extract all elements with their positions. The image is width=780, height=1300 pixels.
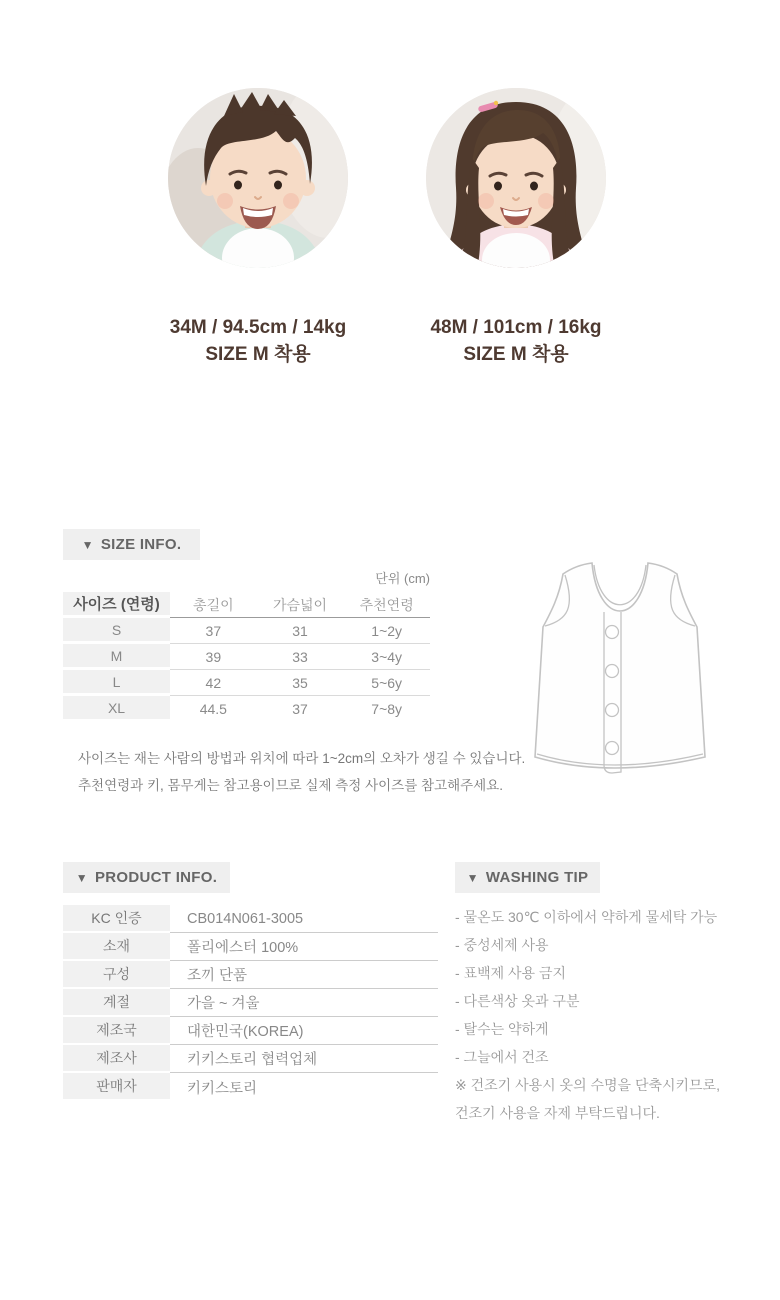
washing-tip-item: - 그늘에서 건조 xyxy=(455,1049,549,1065)
table-row xyxy=(63,1073,438,1101)
size-note-line: 사이즈는 재는 사람의 방법과 위치에 따라 1~2cm의 오차가 생길 수 있습니다. xyxy=(78,751,526,766)
product-row-label: 계절 xyxy=(63,989,170,1017)
unit-label: 단위 (cm) xyxy=(375,571,430,586)
product-row-value: 키키스토리 xyxy=(187,1080,258,1097)
product-row-label: 구성 xyxy=(63,961,170,989)
table-row xyxy=(63,618,430,644)
washing-tip-list xyxy=(455,903,760,1127)
table-row xyxy=(63,989,438,1017)
chest-cell: 31 xyxy=(292,622,308,639)
table-row xyxy=(63,905,438,933)
age-col-header: 추천연령 xyxy=(359,596,414,613)
table-row xyxy=(63,696,430,722)
size-note-line: 추천연령과 키, 몸무게는 참고용이므로 실제 측정 사이즈를 참고해주세요. xyxy=(78,778,503,793)
washing-tip-item: - 중성세제 사용 xyxy=(455,937,549,953)
boy-model-size-worn: SIZE M 착용 xyxy=(205,344,311,365)
table-row xyxy=(63,1045,438,1073)
boy-face-illustration xyxy=(168,88,348,268)
table-row xyxy=(63,961,438,989)
boy-model-spec: 34M / 94.5cm / 14kg xyxy=(169,317,347,338)
product-row-value: CB014N061-3005 xyxy=(170,905,438,933)
washing-tip-item: - 탈수는 약하게 xyxy=(455,1021,549,1037)
table-row xyxy=(63,644,430,670)
product-row-value: 대한민국(KOREA) xyxy=(170,1017,438,1045)
triangle-down-icon: ▼ xyxy=(75,870,88,885)
age-cell: 3~4y xyxy=(371,648,403,665)
length-cell: 42 xyxy=(205,674,222,691)
girl-model-size-worn: SIZE M 착용 xyxy=(463,344,569,365)
washing-tip-item: 건조기 사용을 자제 부탁드립니다. xyxy=(455,1105,660,1121)
age-cell: 1~2y xyxy=(371,622,403,639)
triangle-down-icon: ▼ xyxy=(466,870,479,885)
boy-model-photo xyxy=(168,88,348,268)
size-cell: S xyxy=(63,618,170,644)
size-notes xyxy=(78,745,558,799)
size-info-header-label: SIZE INFO. xyxy=(100,536,182,553)
product-row-label: 소재 xyxy=(63,933,170,961)
product-row-label: KC 인증 xyxy=(63,905,170,933)
product-info-table xyxy=(63,905,438,1101)
length-cell: 39 xyxy=(205,648,222,665)
table-row xyxy=(63,933,438,961)
size-table xyxy=(63,592,430,722)
product-row-label: 판매자 xyxy=(63,1073,170,1101)
product-info-header xyxy=(63,862,230,893)
washing-tip-header-label: WASHING TIP xyxy=(485,869,589,886)
product-info-header-label: PRODUCT INFO. xyxy=(94,869,218,886)
product-row-label: 제조사 xyxy=(63,1045,170,1073)
size-table-header-row xyxy=(63,592,430,618)
size-info-header xyxy=(63,529,200,560)
chest-cell: 37 xyxy=(292,701,308,717)
girl-model-photo xyxy=(426,88,606,268)
length-cell: 37 xyxy=(205,622,222,639)
length-cell: 44.5 xyxy=(199,701,227,717)
product-row-value: 가을 ~ 겨울 xyxy=(170,989,438,1017)
boy-model-caption xyxy=(128,314,388,368)
triangle-down-icon: ▼ xyxy=(81,537,94,552)
size-cell: M xyxy=(63,644,170,670)
product-row-value: 키키스토리 협력업체 xyxy=(170,1045,438,1073)
girl-face-illustration xyxy=(426,88,606,268)
age-cell: 5~6y xyxy=(371,674,403,691)
length-col-header: 총길이 xyxy=(193,596,234,613)
chest-cell: 35 xyxy=(292,674,308,691)
product-row-label: 제조국 xyxy=(63,1017,170,1045)
washing-tip-item: ※ 건조기 사용시 옷의 수명을 단축시키므로, xyxy=(455,1077,720,1093)
chest-col-header: 가슴넓이 xyxy=(272,596,328,613)
product-row-value: 조끼 단품 xyxy=(170,961,438,989)
chest-cell: 33 xyxy=(292,648,308,665)
size-col-header: 사이즈 (연령) xyxy=(63,592,170,618)
girl-model-spec: 48M / 101cm / 16kg xyxy=(430,317,602,338)
washing-tip-item: - 다른색상 옷과 구분 xyxy=(455,993,580,1009)
table-row xyxy=(63,670,430,696)
size-cell: L xyxy=(63,670,170,696)
product-row-value: 폴리에스터 100% xyxy=(170,933,438,961)
table-row xyxy=(63,1017,438,1045)
washing-tip-item: - 표백제 사용 금지 xyxy=(455,965,566,981)
washing-tip-header xyxy=(455,862,600,893)
age-cell: 7~8y xyxy=(371,701,403,717)
girl-model-caption xyxy=(386,314,646,368)
washing-tip-item: - 물온도 30℃ 이하에서 약하게 물세탁 가능 xyxy=(455,909,718,925)
size-cell: XL xyxy=(63,696,170,722)
